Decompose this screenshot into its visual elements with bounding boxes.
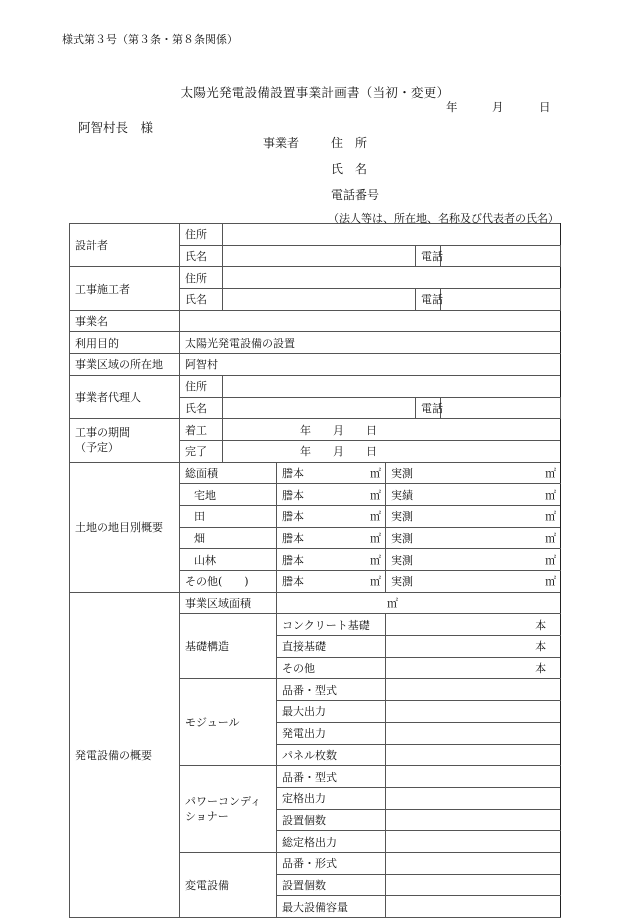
contractor-label: 工事施工者 — [70, 267, 180, 310]
register-label: 謄本 — [282, 575, 304, 589]
land-survey-cell[interactable] — [386, 549, 561, 571]
corporate-note: （法人等は、所在地、名称及び代表者の氏名） — [328, 212, 559, 225]
agent-name-label: 氏名 — [180, 397, 223, 419]
area-field[interactable] — [277, 592, 561, 614]
land-survey-cell[interactable] — [386, 462, 561, 484]
sqm-unit: ㎡ — [370, 531, 381, 545]
pcs-field[interactable] — [386, 809, 561, 831]
agent-name-field[interactable] — [223, 397, 416, 419]
foundation-item: コンクリート基礎 — [277, 614, 386, 636]
end-date-field[interactable]: 年 月 日 — [223, 440, 561, 462]
module-item: 品番・型式 — [277, 679, 386, 701]
register-label: 謄本 — [282, 510, 304, 524]
contractor-phone-label: 電話 — [416, 289, 441, 311]
pcs-field[interactable] — [386, 831, 561, 853]
purpose-value: 太陽光発電設備の設置 — [180, 332, 561, 354]
register-label: 謄本 — [282, 466, 304, 480]
agent-label: 事業者代理人 — [70, 375, 180, 418]
pcs-item: 定格出力 — [277, 787, 386, 809]
sqm-unit: ㎡ — [370, 553, 381, 567]
pcs-field[interactable] — [386, 766, 561, 788]
foundation-item: その他 — [277, 657, 386, 679]
sqm-unit: ㎡ — [545, 531, 557, 545]
module-field[interactable] — [386, 679, 561, 701]
designer-name-field[interactable] — [223, 245, 416, 267]
agent-address-label: 住所 — [180, 375, 223, 397]
transformer-field[interactable] — [386, 852, 561, 874]
transformer-field[interactable] — [386, 896, 561, 918]
foundation-label: 基礎構造 — [180, 614, 277, 679]
land-label: 土地の地目別概要 — [70, 462, 180, 592]
contractor-phone-field[interactable] — [441, 289, 561, 311]
designer-phone-label: 電話 — [416, 245, 441, 267]
period-label-line1: 工事の期間 — [75, 426, 130, 440]
contractor-address-label: 住所 — [180, 267, 223, 289]
register-label: 謄本 — [282, 531, 304, 545]
land-register-cell[interactable] — [277, 549, 386, 571]
form-number: 様式第３号（第３条・第８条関係） — [62, 33, 238, 46]
survey-label: 実測 — [391, 575, 413, 589]
sqm-unit: ㎡ — [370, 575, 381, 589]
addressee: 阿智村長 様 — [78, 120, 154, 135]
foundation-count-field[interactable]: 本 — [386, 614, 561, 636]
pcs-item: 総定格出力 — [277, 831, 386, 853]
period-label-line2: （予定） — [75, 441, 119, 455]
contractor-name-label: 氏名 — [180, 289, 223, 311]
pcs-label: パワーコンディショナー — [180, 766, 277, 853]
designer-phone-field[interactable] — [441, 245, 561, 267]
power-label: 発電設備の概要 — [70, 592, 180, 917]
survey-label: 実測 — [391, 531, 413, 545]
module-field[interactable] — [386, 701, 561, 723]
register-label: 謄本 — [282, 488, 304, 502]
period-label — [70, 419, 180, 462]
location-label: 事業区域の所在地 — [70, 354, 180, 376]
designer-name-label: 氏名 — [180, 245, 223, 267]
agent-phone-label: 電話 — [416, 397, 441, 419]
sqm-unit: ㎡ — [545, 510, 557, 524]
plan-form-table — [69, 223, 561, 918]
operator-label: 事業者 — [263, 136, 300, 150]
module-field[interactable] — [386, 722, 561, 744]
survey-label: 実績 — [391, 488, 413, 502]
date-day-label: 日 — [539, 100, 551, 114]
land-register-cell[interactable] — [277, 527, 386, 549]
land-survey-cell[interactable] — [386, 527, 561, 549]
sqm-unit: ㎡ — [545, 488, 557, 502]
transformer-label: 変電設備 — [180, 852, 277, 917]
register-label: 謄本 — [282, 553, 304, 567]
transformer-item: 設置個数 — [277, 874, 386, 896]
start-date-field[interactable]: 年 月 日 — [223, 419, 561, 441]
sqm-unit: ㎡ — [545, 466, 557, 480]
land-row-label: その他( ) — [180, 571, 277, 593]
foundation-item: 直接基礎 — [277, 636, 386, 658]
transformer-item: 品番・形式 — [277, 852, 386, 874]
foundation-count-field[interactable]: 本 — [386, 636, 561, 658]
survey-label: 実測 — [391, 553, 413, 567]
operator-phone-label: 電話番号 — [331, 188, 380, 202]
sqm-unit: ㎡ — [545, 553, 557, 567]
location-value: 阿智村 — [180, 354, 561, 376]
transformer-field[interactable] — [386, 874, 561, 896]
land-row-label: 総面積 — [180, 462, 277, 484]
module-item: 発電出力 — [277, 722, 386, 744]
start-label: 着工 — [180, 419, 223, 441]
land-row-label: 田 — [180, 505, 277, 527]
project-name-field[interactable] — [180, 310, 561, 332]
module-item: パネル枚数 — [277, 744, 386, 766]
contractor-name-field[interactable] — [223, 289, 416, 311]
agent-address-field[interactable] — [223, 375, 561, 397]
land-row-label: 畑 — [180, 527, 277, 549]
sqm-unit: ㎡ — [370, 510, 381, 524]
land-register-cell[interactable] — [277, 462, 386, 484]
sqm-unit: ㎡ — [370, 466, 381, 480]
sqm-unit: ㎡ — [387, 597, 398, 611]
module-item: 最大出力 — [277, 701, 386, 723]
land-survey-cell[interactable] — [386, 505, 561, 527]
land-row-label: 山林 — [180, 549, 277, 571]
designer-address-label: 住所 — [180, 224, 223, 246]
land-register-cell[interactable] — [277, 505, 386, 527]
land-register-cell[interactable] — [277, 571, 386, 593]
operator-address-label: 住 所 — [331, 136, 368, 150]
date-month-label: 月 — [492, 100, 504, 114]
module-field[interactable] — [386, 744, 561, 766]
date-year-label: 年 — [446, 100, 458, 114]
survey-label: 実測 — [391, 466, 413, 480]
contractor-address-field[interactable] — [223, 267, 561, 289]
pcs-field[interactable] — [386, 787, 561, 809]
operator-name-label: 氏 名 — [331, 162, 368, 176]
module-label: モジュール — [180, 679, 277, 766]
pcs-item: 品番・型式 — [277, 766, 386, 788]
agent-phone-field[interactable] — [441, 397, 561, 419]
foundation-count-field[interactable]: 本 — [386, 657, 561, 679]
transformer-item: 最大設備容量 — [277, 896, 386, 918]
land-register-cell[interactable] — [277, 484, 386, 506]
sqm-unit: ㎡ — [545, 575, 557, 589]
designer-address-field[interactable] — [223, 224, 561, 246]
purpose-label: 利用目的 — [70, 332, 180, 354]
designer-label: 設計者 — [70, 224, 180, 267]
sqm-unit: ㎡ — [370, 488, 381, 502]
land-survey-cell[interactable] — [386, 484, 561, 506]
document-title: 太陽光発電設備設置事業計画書（当初・変更） — [180, 85, 450, 100]
survey-label: 実測 — [391, 510, 413, 524]
land-survey-cell[interactable] — [386, 571, 561, 593]
area-label: 事業区域面積 — [180, 592, 277, 614]
land-row-label: 宅地 — [180, 484, 277, 506]
project-name-label: 事業名 — [70, 310, 180, 332]
end-label: 完了 — [180, 440, 223, 462]
pcs-item: 設置個数 — [277, 809, 386, 831]
